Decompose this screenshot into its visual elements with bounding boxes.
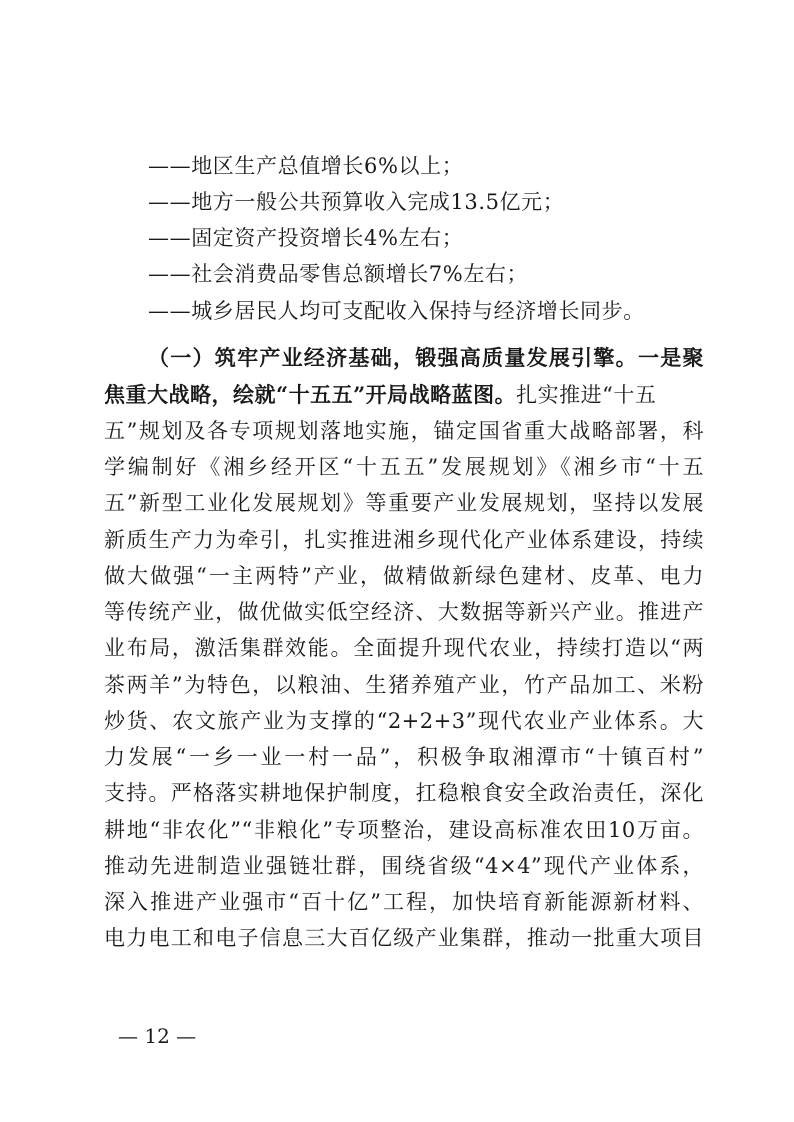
section-heading-line-2 [104, 377, 704, 413]
target-line-income: ——城乡居民人均可支配收入保持与经济增长同步。 [148, 299, 645, 323]
body-line: 茶两羊”为特色，以粮油、生猪养殖产业，竹产品加工、米粉 [104, 673, 704, 697]
body-line: 五”新型工业化发展规划》等重要产业发展规划，坚持以发展 [104, 491, 704, 515]
body-line: 新质生产力为牵引，扎实推进湘乡现代化产业体系建设，持续 [104, 528, 704, 552]
body-line: 耕地“非农化”“非粮化”专项整治，建设高标准农田10万亩。 [104, 818, 704, 842]
body-line: 五”规划及各专项规划落地实施，锚定国省重大战略部署，科 [104, 419, 704, 443]
body-line: 学编制好《湘乡经开区“十五五”发展规划》《湘乡市“十五 [104, 455, 704, 479]
target-line-fixed-investment: ——固定资产投资增长4%左右； [148, 226, 464, 250]
section-heading-line-1: （一）筑牢产业经济基础，锻强高质量发展引擎。一是聚 [148, 345, 704, 370]
target-line-gdp: ——地区生产总值增长6%以上； [148, 154, 464, 178]
body-line: 炒货、农文旅产业为支撑的“2+2+3”现代农业产业体系。大 [104, 709, 704, 733]
body-line: 支持。严格落实耕地保护制度，扛稳粮食安全政治责任，深化 [104, 781, 704, 805]
body-line: 电力电工和电子信息三大百亿级产业集群，推动一批重大项目 [104, 926, 704, 950]
page-number: — 12 — [118, 1024, 197, 1048]
section-heading-line-2-bold: 焦重大战略，绘就“十五五”开局战略蓝图。 [104, 382, 517, 407]
body-line: 深入推进产业强市“百十亿”工程，加快培育新能源新材料、 [104, 890, 704, 914]
target-line-budget-revenue: ——地方一般公共预算收入完成13.5亿元； [148, 190, 565, 214]
section-heading-line-2-rest: 扎实推进“十五 [516, 383, 657, 407]
body-line: 做大做强“一主两特”产业，做精做新绿色建材、皮革、电力 [104, 564, 704, 588]
body-line: 等传统产业，做优做实低空经济、大数据等新兴产业。推进产 [104, 600, 704, 624]
target-line-retail-sales: ——社会消费品零售总额增长7%左右； [148, 262, 529, 286]
body-line: 业布局，激活集群效能。全面提升现代农业，持续打造以“两 [104, 636, 704, 660]
body-line: 力发展“一乡一业一村一品”，积极争取湘潭市“十镇百村” [104, 745, 704, 769]
body-line: 推动先进制造业强链壮群，围绕省级“4×4”现代产业体系， [104, 854, 704, 878]
